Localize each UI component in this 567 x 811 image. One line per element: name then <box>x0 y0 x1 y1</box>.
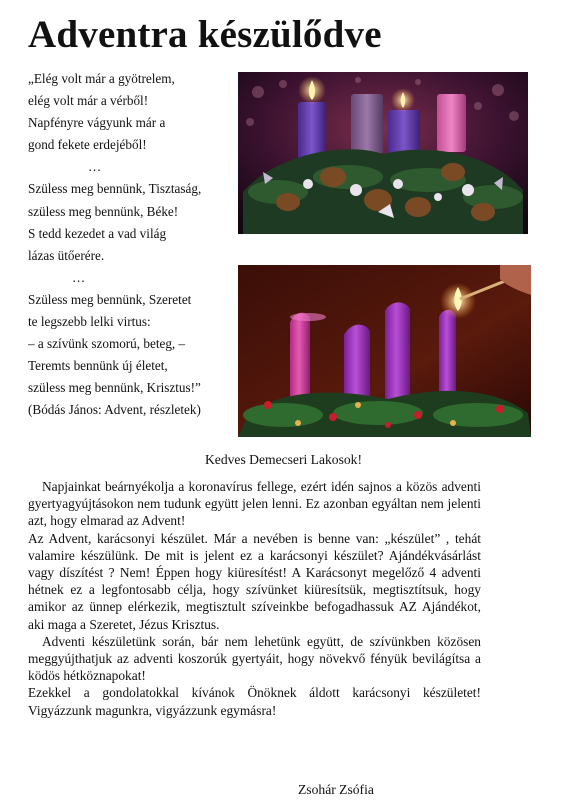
signature: Zsohár Zsófia <box>298 782 374 797</box>
poem-line: „Elég volt már a gyötrelem, <box>28 71 175 86</box>
poem-line: gond fekete erdejéből! <box>28 137 147 153</box>
poem-line: Szüless meg bennünk, Tisztaság, <box>28 181 202 197</box>
poem-line: elég volt már a vérből! <box>28 93 149 109</box>
poem-line: lázas ütőerére. <box>28 247 105 263</box>
poem-attribution: (Bódás János: Advent, részletek) <box>28 402 201 418</box>
poem-line: Napfényre vágyunk már a <box>28 115 166 131</box>
poem-line: – a szívünk szomorú, beteg, – <box>28 336 186 352</box>
poem-line: szüless meg bennünk, Krisztus!” <box>28 380 201 396</box>
greeting: Kedves Demecseri Lakosok! <box>204 452 363 467</box>
paragraph: Adventi készületünk során, bár nem lehetünk együtt, de szívünkben közösen meggyújthatjuk az adventi koszorúk gyertyáit, hogy növekvő fényük bevilágítsa a ködös hétköznapokat! <box>28 633 481 684</box>
paragraph: Ezekkel a gondolatokkal kívánok Önöknek áldott karácsonyi készületet! Vigyázzunk magunkra, vigyázzunk egymásra! <box>28 685 481 718</box>
paragraph: Az Advent, karácsonyi készület. Már a nevében is benne van: „készület” , tehát valamire készülünk. De mit is jelent ez a karácsonyi készület? Ajándékvásárlást vagy díszítést ? Nem! Éppen hogy kiüresítést! A Karácsonyt megelőző 4 adventi hétnek ez a legfontosabb célja, hogy szívünket kiüresítsük, megtisztítsuk, hogy amikor az ünnep elérkezik, megtisztult szíveinkbe befogadhassuk AZ Ajándékot, aki maga a Szeretet, Jézus Krisztus. <box>28 530 481 632</box>
page-title: Adventra készülődve <box>28 13 382 56</box>
advent-wreath-photo <box>238 72 528 234</box>
poem-line: te legszebb lelki virtus: <box>28 314 151 330</box>
poem-separator: … <box>88 159 102 175</box>
poem-line: szüless meg bennünk, Béke! <box>28 203 179 219</box>
poem-line: S tedd kezedet a vad világ <box>28 225 167 241</box>
poem <box>28 68 238 422</box>
letter-body <box>28 478 481 719</box>
poem-line: Teremts bennünk új életet, <box>28 358 168 374</box>
candle-lighting-photo <box>238 265 531 437</box>
poem-separator: … <box>72 269 86 285</box>
poem-line: Szüless meg bennünk, Szeretet <box>28 291 192 307</box>
paragraph: Napjainkat beárnyékolja a koronavírus fellege, ezért idén sajnos a közös adventi gyertyagyújtásokon nem tudunk együtt jelen lenni. Ez azonban egyáltan nem jelenti azt, hogy elmarad az Advent! <box>28 479 481 529</box>
